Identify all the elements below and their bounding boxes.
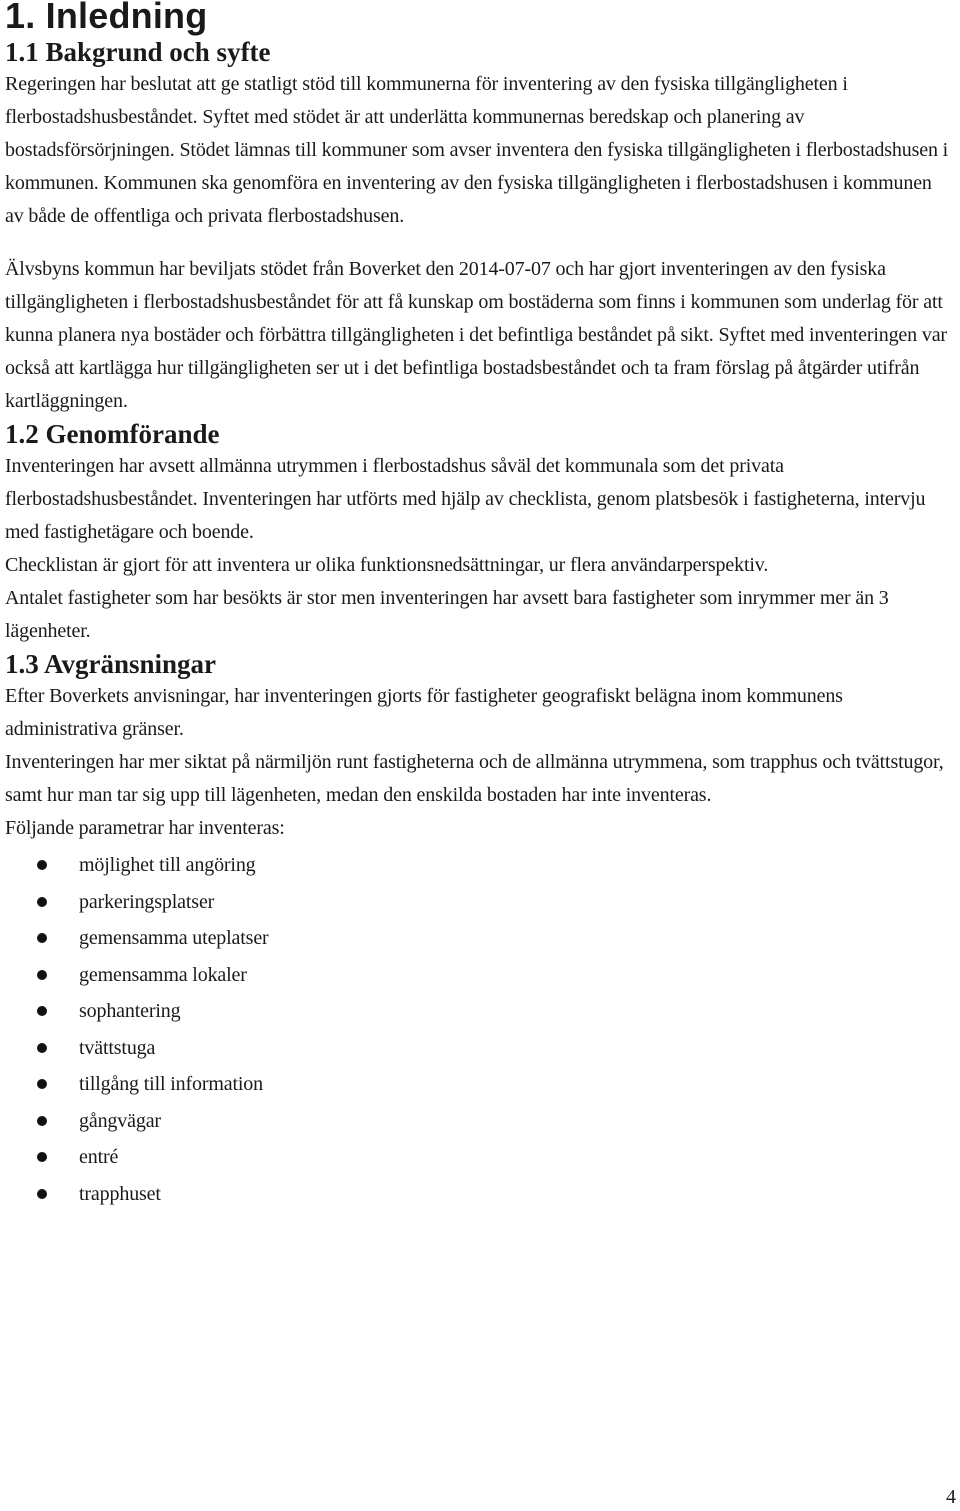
list-item: gemensamma uteplatser [5, 920, 955, 957]
section-heading-genomforande: 1.2 Genomförande [5, 419, 220, 449]
list-item: sophantering [5, 993, 955, 1030]
list-item: tvättstuga [5, 1030, 955, 1067]
page-number: 4 [946, 1486, 956, 1508]
bullet-icon [37, 1043, 47, 1053]
section-heading-avgransningar: 1.3 Avgränsningar [5, 649, 217, 679]
bullet-icon [37, 897, 47, 907]
bullet-icon [37, 1189, 47, 1199]
list-item: entré [5, 1139, 955, 1176]
section-heading-bakgrund: 1.1 Bakgrund och syfte [5, 37, 271, 67]
bullet-icon [37, 970, 47, 980]
bullet-icon [37, 1079, 47, 1089]
paragraph: Älvsbyns kommun har beviljats stödet från Boverket den 2014-07-07 och har gjort inventeringen av den fysiska tillgängligheten i flerbostadshusbeståndet för att få kunskap om bostäderna som finns i kommunen som underlag för att kunna planera nya bostäder och förbättra tillgängligheten i det befintliga beståndet på sikt. Syftet med inventeringen var också att kartlägga hur tillgängligheten ser ut i det befintliga bostadsbeståndet och ta fram förslag på åtgärder utifrån kartläggningen. [5, 258, 947, 412]
bullet-icon [37, 860, 47, 870]
list-item: trapphuset [5, 1176, 955, 1213]
paragraph: Regeringen har beslutat att ge statligt stöd till kommunerna för inventering av den fysiska tillgängligheten i flerbostadshusbeståndet. Syftet med stödet är att underlätta kommunernas beredskap och planering av bostadsförsörjningen. Stödet lämnas till kommuner som avser inventera den fysiska tillgängligheten i flerbostadshusen i kommunen. Kommunen ska genomföra en inventering av den fysiska tillgängligheten i flerbostadshusen i kommunen av både de offentliga och privata flerbostadshusen. [5, 73, 949, 227]
bullet-icon [37, 1116, 47, 1126]
bullet-icon [37, 1152, 47, 1162]
document-page [5, 0, 955, 1212]
paragraph: Efter Boverkets anvisningar, har inventeringen gjorts för fastigheter geografiskt belägna inom kommunens administrativa gränser. [5, 685, 843, 740]
list-item: gemensamma lokaler [5, 957, 955, 994]
parameter-list [5, 847, 955, 1212]
list-item: tillgång till information [5, 1066, 955, 1103]
paragraph: Antalet fastigheter som har besökts är stor men inventeringen har avsett bara fastigheter som inrymmer mer än 3 lägenheter. [5, 587, 889, 642]
list-item: möjlighet till angöring [5, 847, 955, 884]
paragraph: Inventeringen har avsett allmänna utrymmen i flerbostadshus såväl det kommunala som det privata flerbostadshusbeståndet. Inventeringen har utförts med hjälp av checklista, genom platsbesök i fastigheterna, intervju med fastighetägare och boende. [5, 455, 926, 543]
bullet-icon [37, 1006, 47, 1016]
list-item: parkeringsplatser [5, 884, 955, 921]
paragraph: Inventeringen har mer siktat på närmiljön runt fastigheterna och de allmänna utrymmena, som trapphus och tvättstugor, samt hur man tar sig upp till lägenheten, medan den enskilda bostaden har inte inventeras. [5, 751, 944, 806]
paragraph: Följande parametrar har inventeras: [5, 817, 285, 839]
chapter-title: 1. Inledning [5, 0, 208, 36]
paragraph: Checklistan är gjort för att inventera ur olika funktionsnedsättningar, ur flera användarperspektiv. [5, 554, 769, 576]
bullet-icon [37, 933, 47, 943]
list-item: gångvägar [5, 1103, 955, 1140]
